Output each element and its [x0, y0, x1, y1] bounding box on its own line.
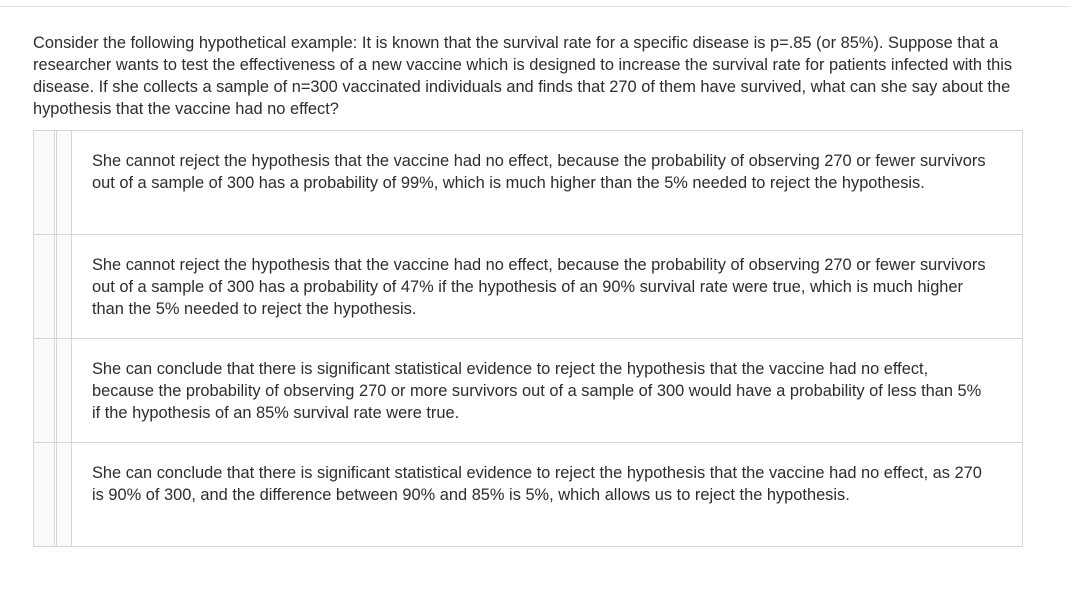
option-selector[interactable]: [34, 443, 72, 546]
answer-option-1[interactable]: [34, 131, 1022, 235]
selector-cell: [56, 339, 72, 442]
answer-option-2[interactable]: [34, 235, 1022, 339]
option-selector[interactable]: [34, 339, 72, 442]
top-divider: [0, 6, 1070, 7]
selector-cell: [34, 339, 55, 442]
selector-cell: [34, 235, 55, 338]
answer-option-text: She can conclude that there is significant statistical evidence to reject the hypothesis that the vaccine had no effect, because the probability of observing 270 or more survivors out of a sample of 300 would have a probability of less than 5% if the hypothesis of an 85% survival rate were true.: [92, 360, 982, 422]
answer-option-text: She cannot reject the hypothesis that the vaccine had no effect, because the probability of observing 270 or fewer survivors out of a sample of 300 has a probability of 47% if the hypothesis of an 90% survival rate were true, which is much higher than the 5% needed to reject the hypothesis.: [92, 256, 986, 318]
question-text: Consider the following hypothetical example: It is known that the survival rate for a specific disease is p=.85 (or 85%). Suppose that a researcher wants to test the effectiveness of a new vaccine which is designed to increase the survival rate for patients infected with this disease. If she collects a sample of n=300 vaccinated individuals and finds that 270 of them have survived, what can she say about the hypothesis that the vaccine had no effect?: [33, 34, 1013, 118]
selector-cell: [34, 131, 55, 234]
answer-option-text: She can conclude that there is significant statistical evidence to reject the hypothesis that the vaccine had no effect, as 270 is 90% of 300, and the difference between 90% and 85% is 5%, which allows us to reject the hypothesis.: [92, 464, 982, 504]
selector-cell: [56, 131, 72, 234]
answer-option-4[interactable]: [34, 443, 1022, 546]
option-selector[interactable]: [34, 235, 72, 338]
answer-option-text: She cannot reject the hypothesis that the vaccine had no effect, because the probability of observing 270 or fewer survivors out of a sample of 300 has a probability of 99%, which is much higher than the 5% needed to reject the hypothesis.: [92, 152, 986, 192]
answer-option-3[interactable]: [34, 339, 1022, 443]
selector-cell: [56, 235, 72, 338]
option-selector[interactable]: [34, 131, 72, 234]
answer-options: [33, 130, 1023, 547]
selector-cell: [34, 443, 55, 546]
selector-cell: [56, 443, 72, 546]
